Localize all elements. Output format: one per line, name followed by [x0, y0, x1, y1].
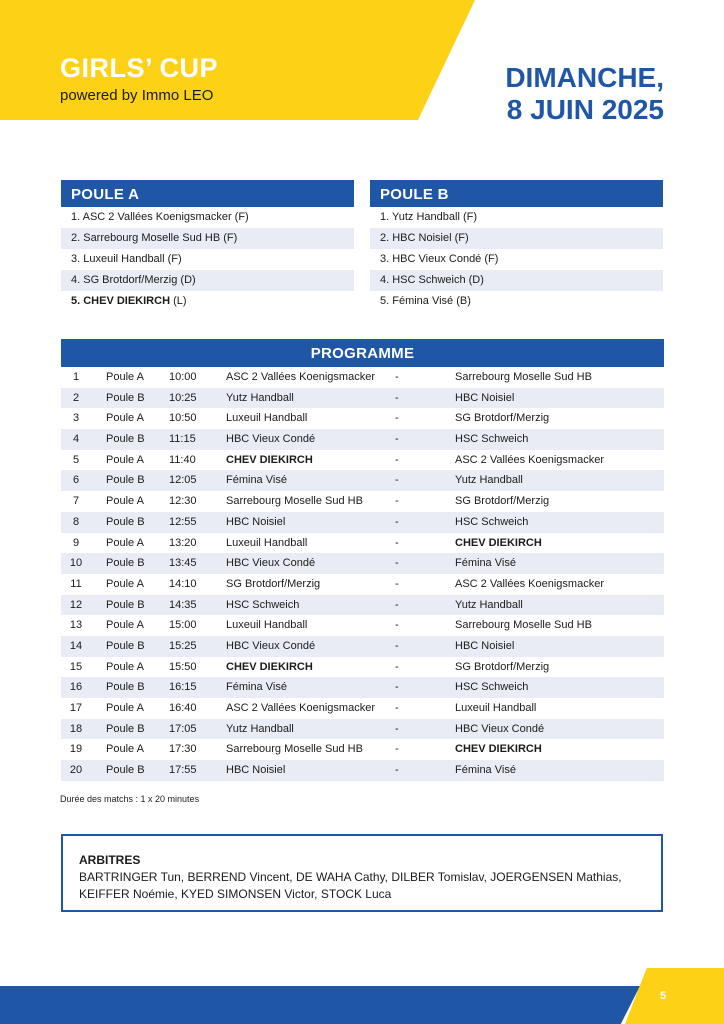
match-away-team: ASC 2 Vallées Koenigsmacker [455, 577, 604, 590]
match-away-team: HSC Schweich [455, 515, 529, 528]
match-time: 16:15 [169, 681, 197, 694]
poule-team-item [370, 291, 663, 312]
team-name: 4. HSC Schweich (D) [380, 274, 484, 286]
match-time: 17:55 [169, 764, 197, 777]
match-number: 2 [72, 391, 80, 404]
date-day: DIMANCHE, [505, 62, 664, 93]
match-away-team: HSC Schweich [455, 681, 529, 694]
match-home-team: Fémina Visé [226, 681, 287, 694]
match-home-team: HBC Vieux Condé [226, 557, 316, 570]
match-number: 15 [69, 660, 83, 673]
match-home-team: Fémina Visé [226, 474, 287, 487]
match-number: 20 [69, 764, 83, 777]
team-name: 2. Sarrebourg Moselle Sud HB (F) [71, 232, 238, 244]
match-poule: Poule A [106, 619, 144, 632]
team-name: 5. Fémina Visé (B) [380, 295, 471, 307]
match-time: 12:55 [169, 515, 197, 528]
match-time: 14:35 [169, 598, 197, 611]
poule-team-item [370, 228, 663, 249]
team-name: 4. SG Brotdorf/Merzig (D) [71, 274, 196, 286]
match-time: 13:45 [169, 557, 197, 570]
match-time: 16:40 [169, 702, 197, 714]
table-row [61, 739, 664, 760]
match-number: 8 [72, 515, 80, 528]
match-number: 13 [69, 619, 83, 632]
match-poule: Poule B [106, 515, 145, 528]
match-poule: Poule A [106, 412, 144, 425]
match-away-team: ASC 2 Vallées Koenigsmacker [455, 453, 604, 466]
table-row [61, 388, 664, 409]
table-row [61, 533, 664, 554]
match-away-team: Fémina Visé [455, 764, 516, 777]
match-number: 1 [72, 371, 80, 383]
match-separator: - [395, 619, 399, 632]
match-home-team: Yutz Handball [226, 722, 294, 735]
poule-team-item [61, 270, 354, 291]
match-time: 15:25 [169, 639, 197, 652]
match-away-team: Sarrebourg Moselle Sud HB [455, 371, 592, 383]
match-number: 19 [69, 743, 83, 756]
table-row [61, 698, 664, 719]
page-number: 5 [660, 990, 667, 1002]
table-row [61, 760, 664, 781]
match-home-team: Luxeuil Handball [226, 619, 308, 632]
match-separator: - [395, 412, 399, 425]
match-time: 10:00 [169, 371, 197, 383]
match-number: 17 [69, 702, 83, 714]
match-poule: Poule A [106, 536, 144, 549]
match-time: 17:30 [169, 743, 197, 756]
table-row [61, 615, 664, 636]
match-away-team: Sarrebourg Moselle Sud HB [455, 619, 592, 632]
match-time: 15:50 [169, 660, 197, 673]
match-away-team: CHEV DIEKIRCH [455, 743, 542, 756]
match-away-team: SG Brotdorf/Merzig [455, 412, 550, 425]
match-time: 17:05 [169, 722, 197, 735]
match-home-team: Sarrebourg Moselle Sud HB [226, 495, 363, 508]
match-away-team: HBC Noisiel [455, 639, 515, 652]
match-home-team: CHEV DIEKIRCH [226, 660, 313, 673]
match-poule: Poule B [106, 598, 145, 611]
team-name: 2. HBC Noisiel (F) [380, 232, 469, 244]
team-name: 1. ASC 2 Vallées Koenigsmacker (F) [71, 211, 249, 223]
match-separator: - [395, 453, 399, 466]
match-number: 10 [69, 557, 83, 570]
match-away-team: SG Brotdorf/Merzig [455, 660, 550, 673]
match-duration-note: Durée des matchs : 1 x 20 minutes [60, 794, 200, 804]
match-number: 4 [72, 433, 80, 446]
programme-table [61, 339, 664, 781]
match-poule: Poule B [106, 722, 145, 735]
event-sponsor: powered by Immo LEO [60, 87, 214, 104]
match-poule: Poule A [106, 577, 144, 590]
match-away-team: CHEV DIEKIRCH [455, 536, 542, 549]
date-full: 8 JUIN 2025 [506, 94, 664, 125]
match-time: 11:40 [169, 453, 196, 466]
match-number: 5 [72, 453, 80, 466]
match-poule: Poule B [106, 433, 145, 446]
programme-rows [61, 367, 664, 781]
match-separator: - [395, 722, 399, 735]
footer-yellow-corner [625, 968, 724, 1024]
match-separator: - [395, 639, 399, 652]
match-number: 18 [69, 722, 83, 735]
match-home-team: Luxeuil Handball [226, 412, 308, 425]
table-row [61, 429, 664, 450]
match-number: 12 [69, 598, 83, 611]
match-number: 14 [69, 639, 83, 652]
poule-a-team-list [61, 207, 354, 312]
table-row [61, 636, 664, 657]
poule-team-item [61, 249, 354, 270]
match-home-team: HBC Vieux Condé [226, 639, 316, 652]
match-poule: Poule B [106, 474, 145, 487]
match-away-team: Luxeuil Handball [455, 702, 537, 714]
match-time: 13:20 [169, 536, 197, 549]
match-separator: - [395, 702, 399, 714]
referees-title: ARBITRES [79, 853, 141, 867]
match-separator: - [395, 681, 399, 694]
match-poule: Poule A [106, 495, 144, 508]
poule-team-item [61, 228, 354, 249]
table-row [61, 595, 664, 616]
match-poule: Poule B [106, 764, 145, 777]
match-time: 12:30 [169, 495, 197, 508]
match-separator: - [395, 495, 399, 508]
table-row [61, 574, 664, 595]
match-away-team: SG Brotdorf/Merzig [455, 495, 550, 508]
poule-a-box [61, 180, 354, 312]
match-time: 11:15 [169, 433, 196, 446]
match-separator: - [395, 557, 399, 570]
match-home-team: ASC 2 Vallées Koenigsmacker [226, 702, 375, 714]
poule-a-title: POULE A [61, 180, 354, 207]
team-name: 3. Luxeuil Handball (F) [71, 253, 182, 265]
table-row [61, 657, 664, 678]
match-home-team: HBC Vieux Condé [226, 433, 316, 446]
match-home-team: ASC 2 Vallées Koenigsmacker [226, 371, 375, 383]
event-date [505, 62, 664, 126]
table-row [61, 553, 664, 574]
match-separator: - [395, 515, 399, 528]
table-row [61, 408, 664, 429]
match-poule: Poule B [106, 391, 145, 404]
table-row [61, 512, 664, 533]
poule-team-item [370, 270, 663, 291]
referees-names-line1: BARTRINGER Tun, BERREND Vincent, DE WAHA Cathy, DILBER Tomislav, JOERGENSEN Mathias, [79, 870, 622, 884]
match-number: 11 [70, 577, 82, 590]
match-time: 10:50 [169, 412, 197, 425]
match-away-team: Fémina Visé [455, 557, 516, 570]
poule-team-item [370, 249, 663, 270]
match-poule: Poule A [106, 371, 144, 383]
match-time: 15:00 [169, 619, 197, 632]
match-home-team: Luxeuil Handball [226, 536, 308, 549]
match-separator: - [395, 536, 399, 549]
match-time: 10:25 [169, 391, 197, 404]
match-home-team: HSC Schweich [226, 598, 300, 611]
event-title: GIRLS’ CUP [60, 53, 219, 83]
match-home-team: Sarrebourg Moselle Sud HB [226, 743, 363, 756]
footer-blue-band [0, 986, 640, 1024]
match-number: 3 [72, 412, 80, 425]
table-row [61, 719, 664, 740]
team-league: (L) [170, 295, 187, 307]
match-home-team: CHEV DIEKIRCH [226, 453, 313, 466]
referees-names-line2: KEIFFER Noémie, KYED SIMONSEN Victor, STOCK Luca [79, 887, 392, 901]
programme-title: PROGRAMME [61, 339, 664, 367]
match-poule: Poule B [106, 681, 145, 694]
team-name: 3. HBC Vieux Condé (F) [380, 253, 499, 265]
match-away-team: HBC Vieux Condé [455, 722, 545, 735]
match-away-team: Yutz Handball [455, 598, 523, 611]
poule-b-title: POULE B [370, 180, 663, 207]
match-poule: Poule A [106, 743, 144, 756]
match-separator: - [395, 371, 399, 383]
table-row [61, 450, 664, 471]
match-home-team: HBC Noisiel [226, 515, 286, 528]
match-poule: Poule B [106, 557, 145, 570]
match-poule: Poule A [106, 702, 144, 714]
match-separator: - [395, 598, 399, 611]
match-separator: - [395, 433, 399, 446]
match-number: 6 [72, 474, 80, 487]
match-home-team: Yutz Handball [226, 391, 294, 404]
match-away-team: HBC Noisiel [455, 391, 515, 404]
match-separator: - [395, 391, 399, 404]
match-number: 9 [72, 536, 80, 549]
match-poule: Poule B [106, 639, 145, 652]
team-name: 1. Yutz Handball (F) [380, 211, 478, 223]
match-separator: - [395, 474, 399, 487]
poule-team-item [61, 291, 354, 312]
match-away-team: HSC Schweich [455, 433, 529, 446]
match-separator: - [395, 743, 399, 756]
poule-b-box [370, 180, 663, 312]
poule-b-team-list [370, 207, 663, 312]
poule-team-item [61, 207, 354, 228]
match-number: 16 [69, 681, 83, 694]
match-time: 14:10 [169, 577, 197, 590]
match-number: 7 [72, 495, 80, 508]
table-row [61, 491, 664, 512]
referees-box [61, 834, 663, 912]
table-row [61, 367, 664, 388]
match-separator: - [395, 577, 399, 590]
match-separator: - [395, 764, 399, 777]
table-row [61, 470, 664, 491]
team-name: 5. CHEV DIEKIRCH [71, 295, 171, 307]
match-home-team: SG Brotdorf/Merzig [226, 577, 321, 590]
match-poule: Poule A [106, 453, 144, 466]
match-time: 12:05 [169, 474, 197, 487]
match-poule: Poule A [106, 660, 144, 673]
poule-team-item [370, 207, 663, 228]
table-row [61, 677, 664, 698]
match-home-team: HBC Noisiel [226, 764, 286, 777]
match-separator: - [395, 660, 399, 673]
match-away-team: Yutz Handball [455, 474, 523, 487]
